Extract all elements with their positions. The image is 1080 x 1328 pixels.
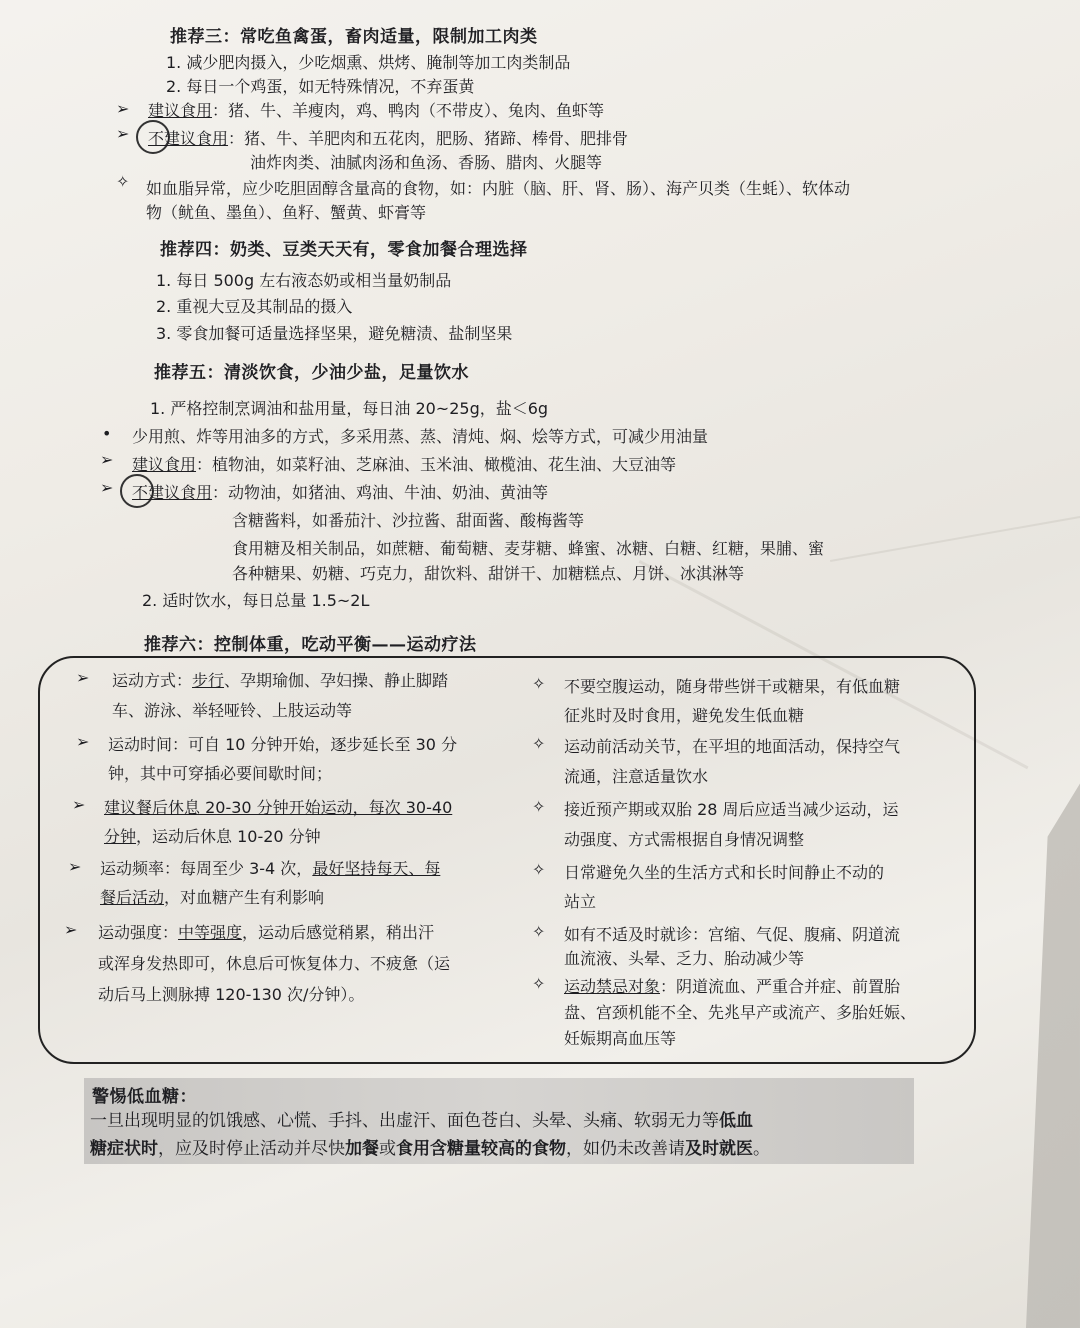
diamond-bullet-icon: ✧ — [116, 172, 130, 191]
arrow-bullet-icon: ➢ — [68, 857, 82, 876]
section5-sub3: 各种糖果、奶糖、巧克力，甜饮料、甜饼干、加糖糕点、月饼、冰淇淋等 — [232, 564, 745, 583]
arrow-bullet-icon: ➢ — [116, 99, 130, 118]
section3-line1: 1. 减少肥肉摄入，少吃烟熏、烘烤、腌制等加工肉类制品 — [166, 53, 571, 72]
exercise-after-meal: 建议餐后休息 20-30 分钟开始运动，每次 30-40 — [104, 798, 453, 817]
tip-late-pregnancy: 接近预产期或双胎 28 周后应适当减少运动，运 — [564, 800, 899, 819]
recommended-label: 建议食用 — [148, 101, 213, 120]
exercise-time: 运动时间：可自 10 分钟开始，逐步延长至 30 分 — [108, 735, 458, 754]
section5-bullet1: 少用煎、炸等用油多的方式，多采用蒸、蒸、清炖、焖、烩等方式，可减少用油量 — [132, 427, 709, 446]
exercise-mode-label: 运动方式： — [112, 671, 193, 690]
exercise-frequency-best: 最好坚持每天、每 — [312, 859, 441, 878]
tip-contraindications-cont1: 盘、宫颈机能不全、先兆早产或流产、多胎妊娠、 — [564, 1003, 917, 1022]
diamond-bullet-icon: ✧ — [532, 922, 546, 941]
exercise-mode-cont: 车、游泳、举轻哑铃、上肢运动等 — [112, 701, 353, 720]
dot-bullet-icon: • — [102, 424, 112, 443]
section3-title: 推荐三：常吃鱼禽蛋，畜肉适量，限制加工肉类 — [170, 27, 538, 47]
section3-not-recommended-cont: 油炸肉类、油腻肉汤和鱼汤、香肠、腊肉、火腿等 — [250, 153, 603, 172]
tip-contraindications-cont2: 妊娠期高血压等 — [564, 1029, 677, 1048]
arrow-bullet-icon: ➢ — [72, 795, 86, 814]
warning-add-meal: 加餐 — [345, 1139, 379, 1159]
tip-no-fasting: 不要空腹运动，随身带些饼干或糖果，有低血糖 — [564, 677, 901, 696]
tip-warmup-cont: 流通，注意适量饮水 — [564, 767, 709, 786]
diamond-bullet-icon: ✧ — [532, 674, 546, 693]
warning-sugar-food: 食用含糖量较高的食物 — [396, 1139, 566, 1159]
not-recommended-text: ：猪、牛、羊肥肉和五花肉，肥肠、猪蹄、棒骨、肥排骨 — [228, 129, 629, 148]
exercise-mode-text: 、孕期瑜伽、孕妇操、静止脚踏 — [224, 671, 449, 690]
arrow-bullet-icon: ➢ — [76, 668, 90, 687]
warning-text: ，应及时停止活动并尽快 — [158, 1139, 345, 1159]
section3-not-recommended — [148, 128, 628, 150]
section3-line2: 2. 每日一个鸡蛋，如无特殊情况，不弃蛋黄 — [166, 77, 475, 96]
exercise-frequency-effect: ，对血糖产生有利影响 — [164, 888, 325, 907]
tip-warmup: 运动前活动关节，在平坦的地面活动，保持空气 — [564, 737, 901, 756]
section4-line1: 1. 每日 500g 左右液态奶或相当量奶制品 — [156, 271, 452, 290]
section3-lipid-line2: 物（鱿鱼、墨鱼）、鱼籽、蟹黄、虾膏等 — [146, 203, 427, 222]
section5-line2: 2. 适时饮水，每日总量 1.5~2L — [142, 591, 370, 610]
section5-sub2: 食用糖及相关制品，如蔗糖、葡萄糖、麦芽糖、蜂蜜、冰糖、白糖、红糖，果脯、蜜 — [232, 539, 825, 558]
tip-late-pregnancy-cont: 动强度、方式需根据自身情况调整 — [564, 830, 805, 849]
not-recommended-label: 不建议食用 — [148, 129, 229, 148]
exercise-minutes: 分钟 — [104, 827, 137, 846]
warning-line1 — [90, 1110, 753, 1132]
warning-or: 或 — [379, 1139, 396, 1159]
not-recommended-label: 不建议食用 — [132, 483, 213, 502]
warning-title: 警惕低血糖： — [92, 1087, 197, 1107]
exercise-frequency-cont — [100, 887, 324, 909]
section4-line3: 3. 零食加餐可适量选择坚果，避免糖渍、盐制坚果 — [156, 324, 513, 343]
diamond-bullet-icon: ✧ — [532, 974, 546, 993]
exercise-intensity-cont2: 动后马上测脉搏 120-130 次/分钟）。 — [98, 985, 365, 1004]
warning-see-doctor: 及时就医 — [685, 1139, 753, 1159]
exercise-mode — [112, 670, 448, 692]
recommended-text: ：猪、牛、羊瘦肉，鸡、鸭肉（不带皮）、兔肉、鱼虾等 — [212, 101, 605, 120]
exercise-intensity-label: 运动强度： — [98, 923, 179, 942]
section6-title: 推荐六：控制体重，吃动平衡——运动疗法 — [144, 635, 477, 655]
contraindications-text: ：阴道流血、严重合并症、前置胎 — [660, 977, 901, 996]
tip-contraindications — [564, 976, 900, 998]
tip-no-fasting-cont: 征兆时及时食用，避免发生低血糖 — [564, 706, 805, 725]
warning-text2: ，如仍未改善请 — [566, 1139, 685, 1159]
exercise-frequency — [100, 858, 440, 880]
exercise-intensity-text: ，运动后感觉稍累，稍出汗 — [242, 923, 435, 942]
tip-see-doctor-cont: 血流液、头晕、乏力、胎动减少等 — [564, 949, 805, 968]
section3-recommended — [148, 100, 604, 122]
diamond-bullet-icon: ✧ — [532, 860, 546, 879]
arrow-bullet-icon: ➢ — [100, 478, 114, 497]
warning-period: 。 — [753, 1139, 770, 1159]
section3-lipid-line1: 如血脂异常，应少吃胆固醇含量高的食物，如：内脏（脑、肝、肾、肠）、海产贝类（生蚝）、软体动 — [146, 179, 851, 198]
exercise-after-meal-cont — [104, 826, 321, 848]
exercise-intensity-cont1: 或浑身发热即可，休息后可恢复体力、不疲惫（运 — [98, 954, 451, 973]
section4-line2: 2. 重视大豆及其制品的摄入 — [156, 297, 353, 316]
diamond-bullet-icon: ✧ — [532, 797, 546, 816]
tip-avoid-sitting-cont: 站立 — [564, 892, 597, 911]
section5-recommended — [132, 454, 676, 476]
warning-line2 — [90, 1138, 770, 1160]
exercise-intensity — [98, 922, 434, 944]
section5-sub1: 含糖酱料，如番茄汁、沙拉酱、甜面酱、酸梅酱等 — [232, 511, 585, 530]
arrow-bullet-icon: ➢ — [76, 732, 90, 751]
section5-line1: 1. 严格控制烹调油和盐用量，每日油 20~25g，盐＜6g — [150, 399, 549, 418]
arrow-bullet-icon: ➢ — [64, 920, 78, 939]
tip-avoid-sitting: 日常避免久坐的生活方式和长时间静止不动的 — [564, 863, 885, 882]
warning-symptoms-bold: 糖症状时 — [90, 1139, 158, 1159]
warning-line1-text: 一旦出现明显的饥饿感、心慌、手抖、出虚汗、面色苍白、头晕、头痛、软弱无力等 — [90, 1111, 719, 1131]
exercise-after-meal-activity: 餐后活动 — [100, 888, 165, 907]
recommended-text: ：植物油，如菜籽油、芝麻油、玉米油、橄榄油、花生油、大豆油等 — [196, 455, 677, 474]
exercise-frequency-text: 运动频率：每周至少 3-4 次， — [100, 859, 313, 878]
exercise-time-cont: 钟，其中可穿插必要间歇时间； — [108, 764, 333, 783]
contraindications-label: 运动禁忌对象 — [564, 977, 661, 996]
section5-not-recommended — [132, 482, 548, 504]
section5-title: 推荐五：清淡饮食，少油少盐，足量饮水 — [154, 363, 469, 383]
recommended-label: 建议食用 — [132, 455, 197, 474]
arrow-bullet-icon: ➢ — [100, 450, 114, 469]
not-recommended-text: ：动物油，如猪油、鸡油、牛油、奶油、黄油等 — [212, 483, 549, 502]
tip-see-doctor: 如有不适及时就诊：宫缩、气促、腹痛、阴道流 — [564, 925, 901, 944]
exercise-rest: ，运动后休息 10-20 分钟 — [136, 827, 321, 846]
exercise-mode-walk: 步行 — [192, 671, 225, 690]
section4-title: 推荐四：奶类、豆类天天有，零食加餐合理选择 — [160, 240, 528, 260]
warning-line1-bold: 低血 — [719, 1111, 753, 1131]
exercise-intensity-moderate: 中等强度 — [178, 923, 243, 942]
arrow-bullet-icon: ➢ — [116, 124, 130, 143]
diamond-bullet-icon: ✧ — [532, 734, 546, 753]
